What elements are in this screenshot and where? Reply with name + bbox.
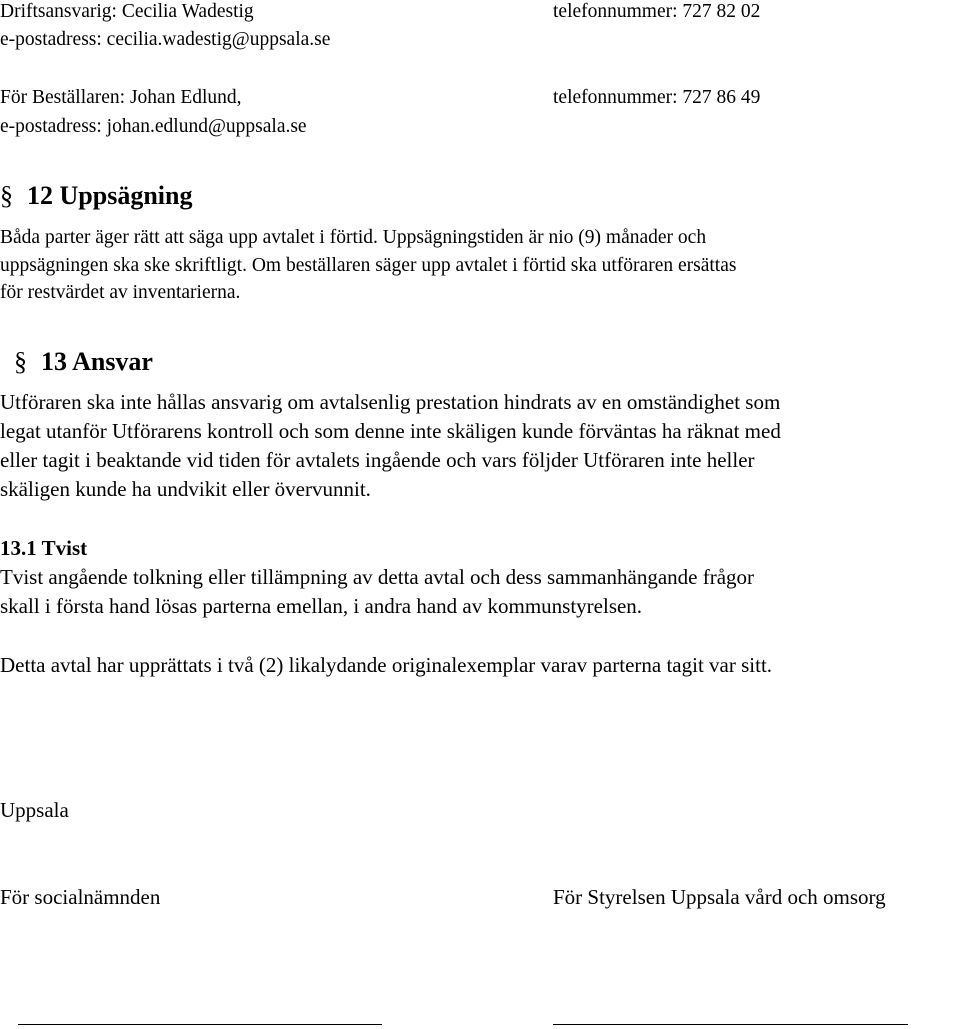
driftsansvarig-name: Driftsansvarig: Cecilia Wadestig	[0, 1, 254, 22]
section-13-1-line-1: Tvist angående tolkning eller tillämpning av detta avtal och dess sammanhängande frågor	[0, 565, 755, 589]
signature-line-left	[18, 1024, 382, 1025]
section-13-line-2: legat utanför Utförarens kontroll och som denne inte skäligen kunde förväntas ha räknat med	[0, 419, 781, 443]
closing-statement: Detta avtal har upprättats i två (2) likalydande originalexemplar varav parterna tagit var sitt.	[0, 653, 773, 677]
section-12-line-3: för restvärdet av inventarierna.	[0, 282, 241, 303]
signature-line-right	[553, 1024, 908, 1025]
driftsansvarig-phone: telefonnummer: 727 82 02	[553, 1, 761, 22]
section-12-line-2: uppsägningen ska ske skriftligt. Om beställaren säger upp avtalet i förtid ska utföraren ersättas	[0, 255, 737, 276]
section-12-number: 12	[27, 181, 53, 210]
section-13-heading	[14, 347, 153, 377]
signature-right-label: För Styrelsen Uppsala vård och omsorg	[553, 885, 886, 909]
section-12-title: Uppsägning	[59, 181, 193, 210]
place: Uppsala	[0, 798, 69, 822]
bestallaren-phone: telefonnummer: 727 86 49	[553, 87, 761, 108]
bestallaren-name: För Beställaren: Johan Edlund,	[0, 87, 242, 108]
section-12-line-1: Båda parter äger rätt att säga upp avtalet i förtid. Uppsägningstiden är nio (9) månader och	[0, 227, 707, 248]
section-13-line-4: skäligen kunde ha undvikit eller övervunnit.	[0, 477, 371, 501]
section-13-1-heading: 13.1 Tvist	[0, 536, 88, 560]
section-symbol: §	[0, 181, 13, 210]
section-13-line-1: Utföraren ska inte hållas ansvarig om avtalsenlig prestation hindrats av en omständighet som	[0, 390, 781, 414]
section-13-line-3: eller tagit i beaktande vid tiden för avtalets ingående och vars följder Utföraren inte heller	[0, 448, 755, 472]
bestallaren-email: e-postadress: johan.edlund@uppsala.se	[0, 116, 307, 137]
signature-left-label: För socialnämnden	[0, 885, 161, 909]
section-13-1-line-2: skall i första hand lösas parterna emellan, i andra hand av kommunstyrelsen.	[0, 594, 643, 618]
section-symbol: §	[14, 347, 27, 376]
driftsansvarig-email: e-postadress: cecilia.wadestig@uppsala.se	[0, 29, 331, 50]
section-13-title: Ansvar	[72, 347, 153, 376]
section-13-number: 13	[41, 347, 67, 376]
section-12-heading	[0, 181, 192, 211]
